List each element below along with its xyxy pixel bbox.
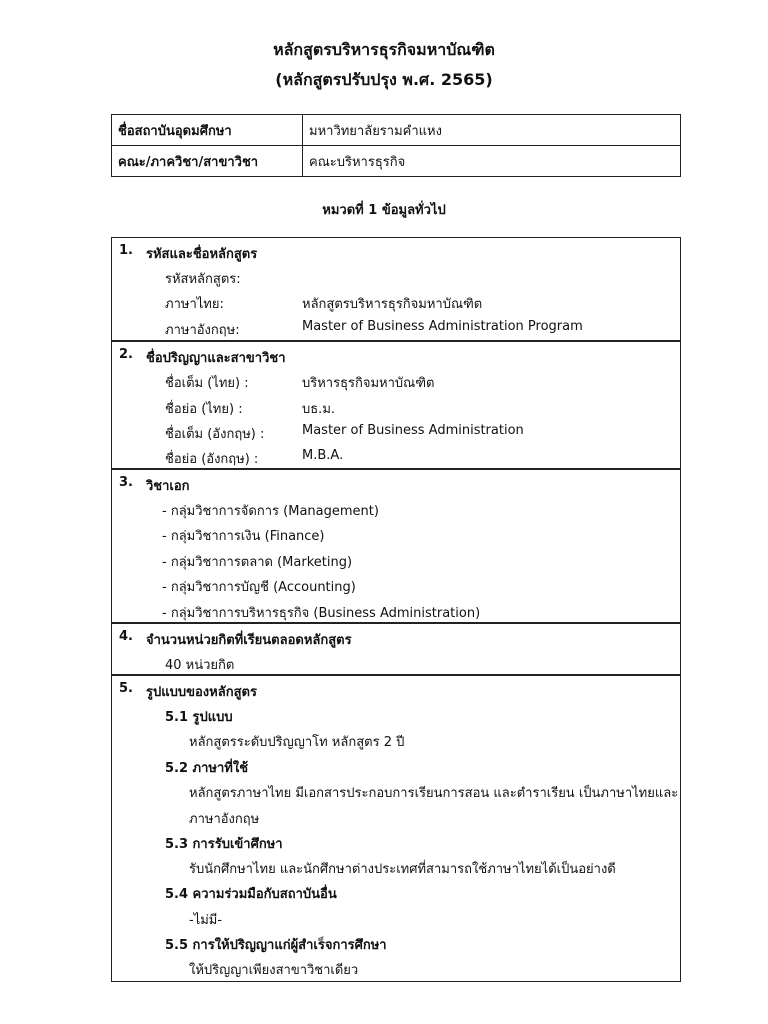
abbr-name-thai-value: บธ.ม. xyxy=(302,402,336,417)
subsection-5-2-text-continued: ภาษาอังกฤษ xyxy=(189,812,260,827)
major-item: - กลุ่มวิชาการเงิน (Finance) xyxy=(162,529,325,544)
institution-info-table xyxy=(111,114,681,177)
section-4-title: จำนวนหน่วยกิตที่เรียนตลอดหลักสูตร xyxy=(146,633,352,648)
subsection-5-3-text: รับนักศึกษาไทย และนักศึกษาต่างประเทศที่สามารถใช้ภาษาไทยได้เป็นอย่างดี xyxy=(189,862,616,877)
section-1-box xyxy=(111,237,681,341)
section-4-number: 4. xyxy=(119,629,133,644)
subsection-5-5-title: 5.5 การให้ปริญญาแก่ผู้สำเร็จการศึกษา xyxy=(165,938,387,953)
subsection-5-3-title: 5.3 การรับเข้าศึกษา xyxy=(165,837,283,852)
section-2-number: 2. xyxy=(119,347,133,362)
section-heading: หมวดที่ 1 ข้อมูลทั่วไป xyxy=(322,203,446,218)
faculty-row xyxy=(112,146,681,177)
institution-value: มหาวิทยาลัยรามคำแหง xyxy=(303,115,681,146)
institution-row xyxy=(112,115,681,146)
subsection-5-5-text: ให้ปริญญาเพียงสาขาวิชาเดียว xyxy=(189,963,359,978)
document-subtitle: (หลักสูตรปรับปรุง พ.ศ. 2565) xyxy=(275,70,493,89)
english-name-label: ภาษาอังกฤษ: xyxy=(165,323,240,338)
subsection-5-4-title: 5.4 ความร่วมมือกับสถาบันอื่น xyxy=(165,887,337,902)
subsection-5-1-text: หลักสูตรระดับปริญญาโท หลักสูตร 2 ปี xyxy=(189,735,405,750)
institution-label: ชื่อสถาบันอุดมศึกษา xyxy=(112,115,303,146)
major-item: - กลุ่มวิชาการบัญชี (Accounting) xyxy=(162,580,356,595)
subsection-5-2-title: 5.2 ภาษาที่ใช้ xyxy=(165,761,249,776)
subsection-5-4-text: -ไม่มี- xyxy=(189,913,223,928)
major-item: - กลุ่มวิชาการบริหารธุรกิจ (Business Administration) xyxy=(162,606,481,621)
thai-name-value: หลักสูตรบริหารธุรกิจมหาบัณฑิต xyxy=(302,297,483,312)
full-name-english-label: ชื่อเต็ม (อังกฤษ) : xyxy=(165,427,265,442)
section-5-box xyxy=(111,675,681,982)
faculty-label: คณะ/ภาควิชา/สาขาวิชา xyxy=(112,146,303,177)
document-title: หลักสูตรบริหารธุรกิจมหาบัณฑิต xyxy=(273,40,495,59)
english-name-value: Master of Business Administration Program xyxy=(302,319,583,334)
course-code-label: รหัสหลักสูตร: xyxy=(165,272,241,287)
abbr-name-english-label: ชื่อย่อ (อังกฤษ) : xyxy=(165,452,259,467)
abbr-name-thai-label: ชื่อย่อ (ไทย) : xyxy=(165,402,243,417)
abbr-name-english-value: M.B.A. xyxy=(302,448,344,463)
faculty-value: คณะบริหารธุรกิจ xyxy=(303,146,681,177)
subsection-5-1-title: 5.1 รูปแบบ xyxy=(165,710,233,725)
section-3-box xyxy=(111,469,681,623)
section-1-title: รหัสและชื่อหลักสูตร xyxy=(146,247,258,262)
full-name-thai-value: บริหารธุรกิจมหาบัณฑิต xyxy=(302,376,435,391)
section-2-box xyxy=(111,341,681,469)
section-5-number: 5. xyxy=(119,681,133,696)
section-2-title: ชื่อปริญญาและสาขาวิชา xyxy=(146,351,286,366)
major-item: - กลุ่มวิชาการตลาด (Marketing) xyxy=(162,555,353,570)
subsection-5-2-text: หลักสูตรภาษาไทย มีเอกสารประกอบการเรียนการสอน และตำราเรียน เป็นภาษาไทยและ xyxy=(189,786,679,801)
major-item: - กลุ่มวิชาการจัดการ (Management) xyxy=(162,504,379,519)
section-3-title: วิชาเอก xyxy=(146,479,190,494)
full-name-thai-label: ชื่อเต็ม (ไทย) : xyxy=(165,376,249,391)
section-4-box xyxy=(111,623,681,675)
section-3-number: 3. xyxy=(119,475,133,490)
thai-name-label: ภาษาไทย: xyxy=(165,297,224,312)
section-5-title: รูปแบบของหลักสูตร xyxy=(146,685,257,700)
credits-value: 40 หน่วยกิต xyxy=(165,658,235,673)
full-name-english-value: Master of Business Administration xyxy=(302,423,524,438)
section-1-number: 1. xyxy=(119,243,133,258)
